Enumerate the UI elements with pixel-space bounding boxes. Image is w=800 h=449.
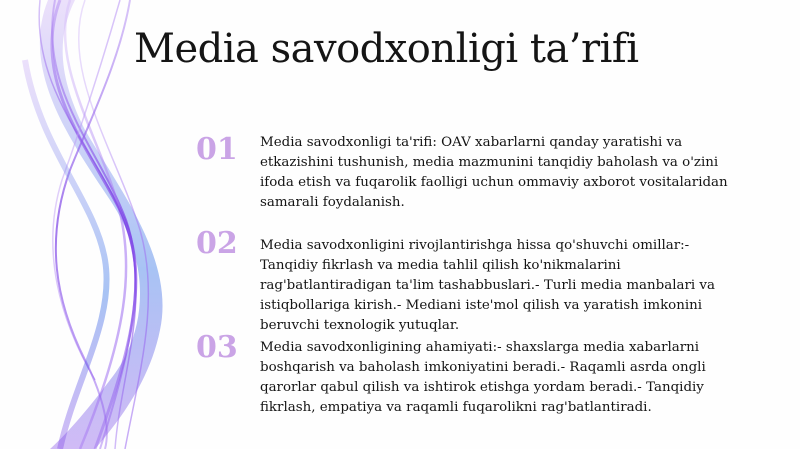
item-text: Media savodxonligini rivojlantirishga hissa qo'shuvchi omillar:- Tanqidiy fikrlash va media tahlil qilish ko'nikmalarini rag'batlantiradigan ta'lim tashabbuslari.- Turli media manbalari va istiqbollariga kirish.- Mediani iste'mol qilish va yaratish imkonini beruvchi texnologik yutuqlar. xyxy=(260,238,715,333)
slide-title: Media savodxonligi ta’rifi xyxy=(134,26,639,72)
item-number: 01 xyxy=(196,132,238,167)
item-number: 03 xyxy=(196,330,238,365)
item-text: Media savodxonligining ahamiyati:- shaxslarga media xabarlarni boshqarish va baholash imkoniyatini beradi.- Raqamli asrda ongli qarorlar qabul qilish va ishtirok etishga yordam beradi.- Tanqidiy fikrlash, empatiya va raqamli fuqarolikni rag'batlantiradi. xyxy=(260,340,706,415)
item-number: 02 xyxy=(196,226,238,261)
item-text: Media savodxonligi ta'rifi: OAV xabarlarni qanday yaratishi va etkazishini tushunish, media mazmunini tanqidiy baholash va o'zini ifoda etish va fuqarolik faolligi uchun ommaviy axborot vositalaridan samarali foydalanish. xyxy=(260,135,728,210)
